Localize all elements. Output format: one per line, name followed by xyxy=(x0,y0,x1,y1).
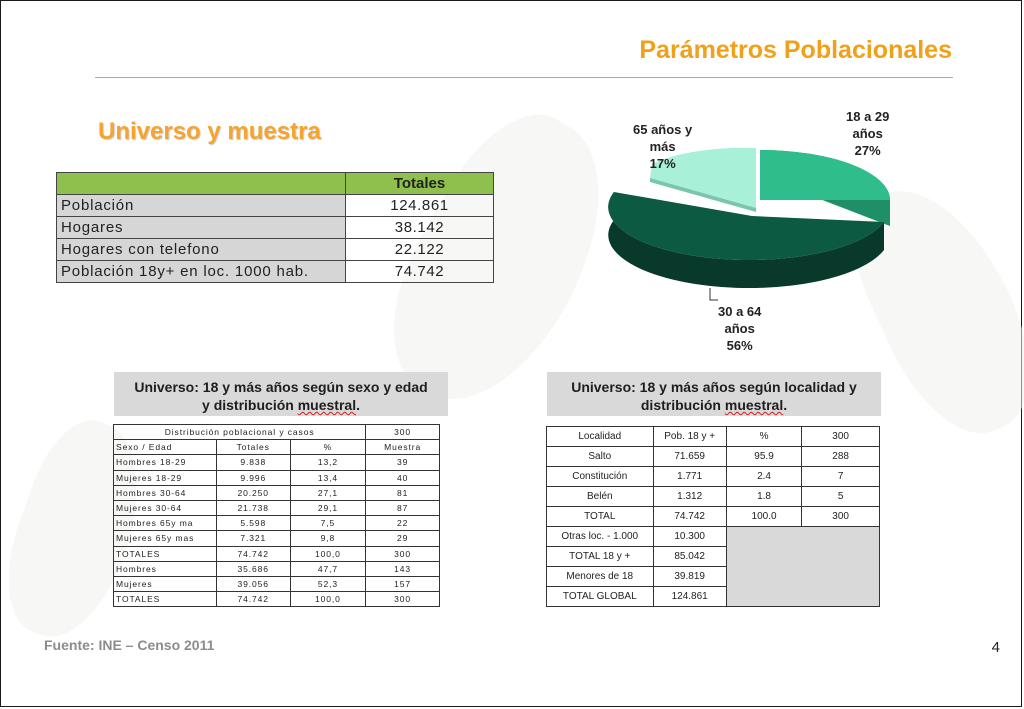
table-row: Mujeres 39.056 52,3 157 xyxy=(114,576,440,591)
table-row: Otras loc. - 1.000 10.300 xyxy=(547,527,880,547)
table-top-header: Distribución poblacional y casos xyxy=(114,425,366,440)
row-label: Población 18y+ en loc. 1000 hab. xyxy=(57,261,346,283)
table-row: Mujeres 18-29 9.996 13,4 40 xyxy=(114,470,440,485)
table-row: TOTAL GLOBAL 124.861 xyxy=(547,587,880,607)
row-label: Hogares con telefono xyxy=(57,239,346,261)
slide-title: Parámetros Poblacionales xyxy=(639,36,952,64)
sex-age-table xyxy=(113,424,440,607)
pie-label-65-plus: 65 años y más 17% xyxy=(633,122,693,171)
pie-label-30-64: 30 a 64 años 56% xyxy=(718,304,762,353)
table-row: Mujeres 30-64 21.738 29,1 87 xyxy=(114,500,440,515)
table-header-row xyxy=(114,425,440,440)
table-row: Mujeres 65y mas 7.321 9,8 29 xyxy=(114,531,440,546)
header-blank-cell xyxy=(57,173,346,195)
table-row xyxy=(57,217,494,239)
table-row: Salto 71.659 95.9 288 xyxy=(547,447,880,467)
leader-line xyxy=(710,288,718,300)
table-row xyxy=(57,261,494,283)
source-note: Fuente: INE – Censo 2011 xyxy=(44,637,215,653)
row-value: 124.861 xyxy=(346,195,494,217)
table-header-row xyxy=(57,173,494,195)
table-row: Hombres 65y ma 5.598 7,5 22 xyxy=(114,516,440,531)
table-row: TOTALES 74.742 100,0 300 xyxy=(114,592,440,607)
section-subtitle: Universo y muestra xyxy=(98,118,321,145)
title-rule xyxy=(95,77,953,78)
row-value: 22.122 xyxy=(346,239,494,261)
page-number: 4 xyxy=(991,639,1000,656)
sex-age-caption: Universo: 18 y más años según sexo y edad y distribución muestral. xyxy=(114,372,448,416)
totals-table xyxy=(56,172,494,283)
table-row: Menores de 18 39.819 xyxy=(547,567,880,587)
table-row: Constitución 1.771 2.4 7 xyxy=(547,467,880,487)
table-row: TOTAL 18 y + 85.042 xyxy=(547,547,880,567)
table-row: TOTALES 74.742 100,0 300 xyxy=(114,546,440,561)
table-row xyxy=(57,239,494,261)
locality-table xyxy=(546,426,880,607)
table-header-row: Sexo / Edad Totales % Muestra xyxy=(114,440,440,455)
totals-header: Totales xyxy=(346,173,494,195)
table-row: TOTAL 74.742 100.0 300 xyxy=(547,507,880,527)
table-row xyxy=(57,195,494,217)
locality-caption: Universo: 18 y más años según localidad y distribución muestral. xyxy=(547,372,881,416)
row-value: 38.142 xyxy=(346,217,494,239)
table-row: Hombres 18-29 9.838 13,2 39 xyxy=(114,455,440,470)
table-row: Belén 1.312 1.8 5 xyxy=(547,487,880,507)
table-top-value: 300 xyxy=(366,425,440,440)
row-label: Población xyxy=(57,195,346,217)
pie-label-18-29: 18 a 29 años 27% xyxy=(846,109,890,158)
row-label: Hogares xyxy=(57,217,346,239)
row-value: 74.742 xyxy=(346,261,494,283)
table-row: Hombres 30-64 20.250 27,1 81 xyxy=(114,485,440,500)
table-row: Hombres 35.686 47,7 143 xyxy=(114,561,440,576)
gray-filler-cell xyxy=(726,527,879,607)
table-header-row: Localidad Pob. 18 y + % 300 xyxy=(547,427,880,447)
